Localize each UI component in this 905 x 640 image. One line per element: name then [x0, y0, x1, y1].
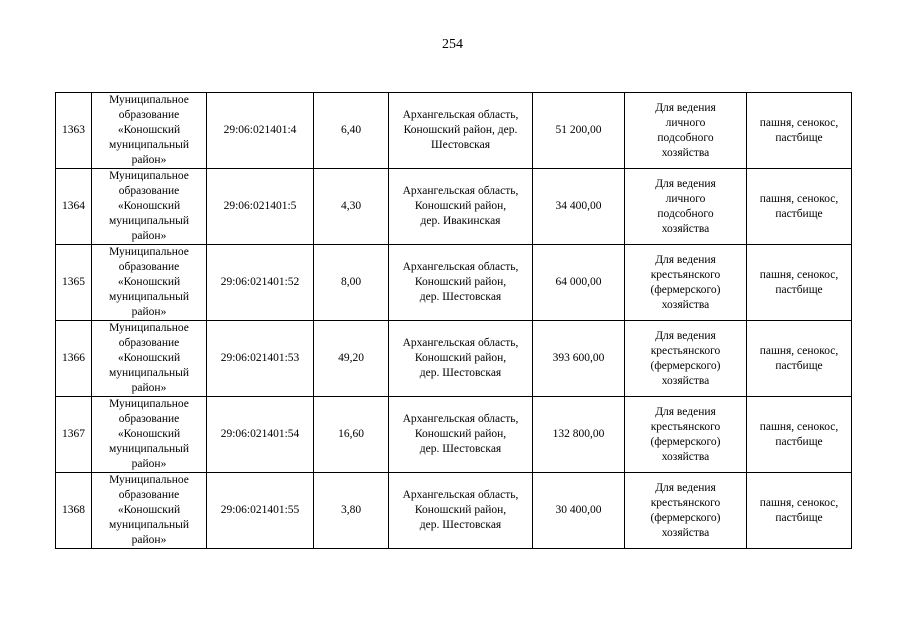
owner-line: район»: [131, 534, 167, 546]
row-number-cell: 1367: [56, 397, 92, 473]
owner-line: Муниципальное: [109, 398, 189, 410]
area-cell: 6,40: [314, 93, 389, 169]
area-cell: 16,60: [314, 397, 389, 473]
owner-cell: [92, 93, 207, 169]
cadastral-cost-cell: 393 600,00: [533, 321, 625, 397]
permitted-use-line: (фермерского): [650, 283, 721, 296]
land-use-cell: [747, 473, 852, 549]
owner-line: «Коношский: [117, 352, 181, 364]
location-line: Архангельская область,: [402, 413, 519, 425]
row-number-cell: 1365: [56, 245, 92, 321]
permitted-use-line: хозяйства: [661, 146, 710, 159]
area-cell: 3,80: [314, 473, 389, 549]
permitted-use-line: хозяйства: [661, 526, 710, 539]
permitted-use-line: (фермерского): [650, 359, 721, 372]
location-cell: [389, 169, 533, 245]
area-cell: 49,20: [314, 321, 389, 397]
cadastral-number-cell: 29:06:021401:55: [207, 473, 314, 549]
permitted-use-line: подсобного: [657, 207, 714, 220]
location-line: дер. Шестовская: [419, 519, 502, 531]
location-cell: [389, 473, 533, 549]
permitted-use-line: Для ведения: [655, 177, 716, 190]
land-use-line: пастбище: [775, 359, 823, 372]
location-cell: [389, 245, 533, 321]
location-line: Архангельская область,: [402, 337, 519, 349]
location-line: дер. Шестовская: [419, 291, 502, 303]
owner-line: муниципальный: [108, 139, 190, 151]
land-use-cell: [747, 93, 852, 169]
owner-line: Муниципальное: [109, 322, 189, 334]
owner-line: муниципальный: [108, 215, 190, 227]
land-use-line: пастбище: [775, 131, 823, 144]
row-number-cell: 1366: [56, 321, 92, 397]
permitted-use-line: крестьянского: [650, 268, 721, 281]
location-line: Коношский район,: [414, 200, 507, 212]
owner-line: «Коношский: [117, 276, 181, 288]
row-number-cell: 1368: [56, 473, 92, 549]
location-line: дер. Ивакинская: [420, 215, 501, 227]
cadastral-number-cell: 29:06:021401:54: [207, 397, 314, 473]
page-number: 254: [442, 37, 463, 52]
owner-line: Муниципальное: [109, 246, 189, 258]
row-number-cell: 1364: [56, 169, 92, 245]
owner-line: муниципальный: [108, 519, 190, 531]
table-row: [56, 169, 852, 245]
owner-line: муниципальный: [108, 367, 190, 379]
land-use-line: пашня, сенокос,: [759, 268, 839, 281]
location-line: Шестовская: [431, 139, 490, 151]
location-cell: [389, 397, 533, 473]
permitted-use-line: хозяйства: [661, 374, 710, 387]
owner-line: район»: [131, 306, 167, 318]
owner-line: район»: [131, 154, 167, 166]
permitted-use-line: крестьянского: [650, 496, 721, 509]
land-use-cell: [747, 321, 852, 397]
permitted-use-line: крестьянского: [650, 344, 721, 357]
owner-cell: [92, 397, 207, 473]
owner-line: Муниципальное: [109, 94, 189, 106]
table-row: [56, 93, 852, 169]
table-row: [56, 397, 852, 473]
permitted-use-cell: [625, 169, 747, 245]
cadastral-cost-cell: 132 800,00: [533, 397, 625, 473]
land-use-line: пашня, сенокос,: [759, 420, 839, 433]
location-line: Коношский район,: [414, 428, 507, 440]
land-use-line: пашня, сенокос,: [759, 192, 839, 205]
table-body: [56, 93, 852, 549]
owner-line: образование: [118, 261, 180, 273]
permitted-use-line: личного: [665, 116, 706, 129]
owner-line: район»: [131, 458, 167, 470]
location-line: Архангельская область,: [402, 185, 519, 197]
land-use-line: пашня, сенокос,: [759, 496, 839, 509]
land-use-line: пашня, сенокос,: [759, 116, 839, 129]
owner-line: «Коношский: [117, 428, 181, 440]
location-line: Коношский район,: [414, 352, 507, 364]
cadastral-number-cell: 29:06:021401:5: [207, 169, 314, 245]
land-use-line: пастбище: [775, 511, 823, 524]
owner-cell: [92, 245, 207, 321]
cadastral-cost-cell: 34 400,00: [533, 169, 625, 245]
owner-line: муниципальный: [108, 291, 190, 303]
row-number-cell: 1363: [56, 93, 92, 169]
land-use-cell: [747, 169, 852, 245]
permitted-use-cell: [625, 397, 747, 473]
land-use-line: пастбище: [775, 207, 823, 220]
table-row: [56, 321, 852, 397]
cadastral-cost-cell: 51 200,00: [533, 93, 625, 169]
location-line: Архангельская область,: [402, 261, 519, 273]
owner-line: район»: [131, 382, 167, 394]
land-use-cell: [747, 397, 852, 473]
land-use-line: пастбище: [775, 435, 823, 448]
land-use-cell: [747, 245, 852, 321]
owner-line: Муниципальное: [109, 474, 189, 486]
cadastral-number-cell: 29:06:021401:53: [207, 321, 314, 397]
permitted-use-line: хозяйства: [661, 222, 710, 235]
owner-line: образование: [118, 489, 180, 501]
location-line: дер. Шестовская: [419, 367, 502, 379]
permitted-use-line: (фермерского): [650, 435, 721, 448]
owner-cell: [92, 169, 207, 245]
cadastral-cost-cell: 30 400,00: [533, 473, 625, 549]
cadastral-number-cell: 29:06:021401:52: [207, 245, 314, 321]
location-line: Архангельская область,: [402, 489, 519, 501]
location-line: Коношский район,: [414, 504, 507, 516]
owner-cell: [92, 321, 207, 397]
permitted-use-line: Для ведения: [655, 329, 716, 342]
cadastral-number-cell: 29:06:021401:4: [207, 93, 314, 169]
location-line: Архангельская область,: [402, 109, 519, 121]
owner-line: образование: [118, 337, 180, 349]
owner-line: «Коношский: [117, 200, 181, 212]
owner-line: «Коношский: [117, 504, 181, 516]
area-cell: 4,30: [314, 169, 389, 245]
owner-line: «Коношский: [117, 124, 181, 136]
owner-line: Муниципальное: [109, 170, 189, 182]
owner-line: район»: [131, 230, 167, 242]
permitted-use-line: крестьянского: [650, 420, 721, 433]
permitted-use-line: личного: [665, 192, 706, 205]
owner-cell: [92, 473, 207, 549]
cadastral-cost-cell: 64 000,00: [533, 245, 625, 321]
location-line: Коношский район,: [414, 276, 507, 288]
permitted-use-cell: [625, 245, 747, 321]
permitted-use-line: Для ведения: [655, 101, 716, 114]
permitted-use-line: Для ведения: [655, 253, 716, 266]
permitted-use-line: Для ведения: [655, 481, 716, 494]
table-row: [56, 473, 852, 549]
permitted-use-line: (фермерского): [650, 511, 721, 524]
permitted-use-line: хозяйства: [661, 298, 710, 311]
location-cell: [389, 93, 533, 169]
location-line: дер. Шестовская: [419, 443, 502, 455]
permitted-use-line: хозяйства: [661, 450, 710, 463]
owner-line: муниципальный: [108, 443, 190, 455]
land-use-line: пастбище: [775, 283, 823, 296]
location-cell: [389, 321, 533, 397]
owner-line: образование: [118, 109, 180, 121]
area-cell: 8,00: [314, 245, 389, 321]
permitted-use-cell: [625, 93, 747, 169]
permitted-use-line: Для ведения: [655, 405, 716, 418]
permitted-use-line: подсобного: [657, 131, 714, 144]
owner-line: образование: [118, 413, 180, 425]
location-line: Коношский район, дер.: [403, 124, 518, 136]
table-row: [56, 245, 852, 321]
permitted-use-cell: [625, 473, 747, 549]
permitted-use-cell: [625, 321, 747, 397]
land-plots-table: [55, 92, 852, 549]
owner-line: образование: [118, 185, 180, 197]
land-use-line: пашня, сенокос,: [759, 344, 839, 357]
